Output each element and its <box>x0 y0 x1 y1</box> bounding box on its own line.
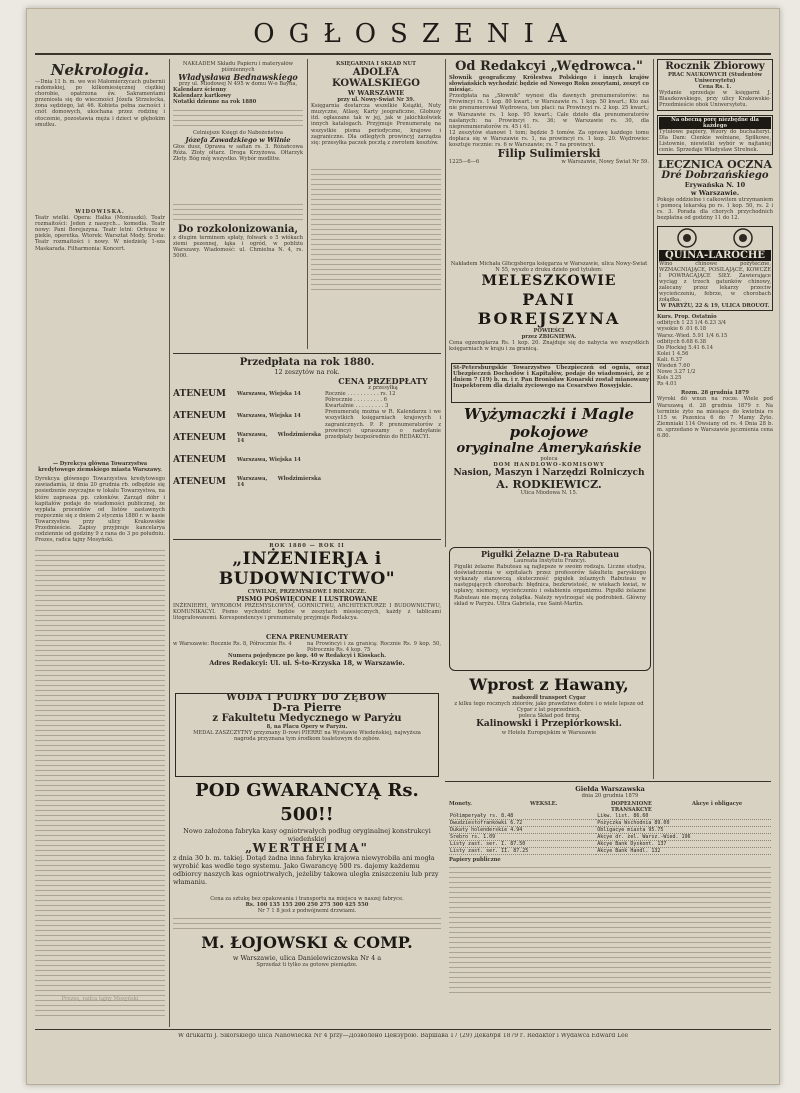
zawadzki-title: Józefa Zawadzkiego w Wilnie <box>185 135 291 144</box>
rocznik-box: Rocznik Zbiorowy PRAC NAUKOWYCH (Studentów Uniwersytetu) Cena Rs. 1. Wydanie sprzedaje w księgarni J. Blaszkowskiego, przy ulicy Krakowskie-Przedmieście obok Uniwersytetu. <box>657 59 773 111</box>
dyrekcya-title: — Dyrekcya główna Towarzystwa kredytowego ziemskiego miasta Warszawy. <box>38 461 162 474</box>
pigulki-box: Pigułki Żelazne D-ra Rabuteau Laureata Instytutu Francyi. Pigułki żelazne Rabuteau są najlepsze w swoim rodzaju. Liczne studya, doświadczenia w szpitalach przez profesorów fakultetu paryskiego wykazały stanowczą skuteczność pigułek żelaznych Rabuteau w następujących chorobach: błędnica, bezkrwistość, w wiekach kwiat, w upławy, niemocy, wycieńczeniu i osłabieniu organizmu. Pigułki żelazne Rabuteau nie męczą żołądka. Należy wystrzegać się podrobień. Główny skład w Paryżu. Ultra Gabriela, rue Saint-Martin. <box>449 547 651 671</box>
bednawski-name: Władysława Bednawskiego <box>178 72 298 83</box>
table-row: Srebro rs. 1.09 Akcye dr. żel. Warsz.-Wied. 196 <box>449 834 771 841</box>
column-3-top <box>311 61 441 351</box>
nekrologia-text: —Dnia 11 b. m. we wsi Małomierzycach gubernii radomskiej, po kilkomiesięcznej ciężkiej chorobie, opatrzona św. Sakramentami przeniosła się do wieczności Józefa Strzelecka, żona sędziego, lat 46. Kobieta pełna zacności i cnót domowych, ukochana przez rodzinę i otoczenie, pozostawia męża i dzieci w głębokim smutku. <box>35 79 165 128</box>
table-row: Półimperyały rs. 8.48 Likw. list. 86.60 <box>449 813 771 820</box>
kowalski-name: ADOLFA KOWALSKIEGO <box>332 67 420 90</box>
rozkol-title: Do rozkolonizowania, <box>177 223 299 235</box>
ateneum-row: ATENEUM Warszawa, Wiejska 14 <box>173 454 301 465</box>
woda-box: WODA I PUDRY DO ZĘBÓW D-ra Pierre z Fakultetu Medycznego w Paryżu 8, na Placu Opery w Paryżu. MEDAL ZASZCZYTNY przyznany D-rowi PIERRE na Wystawie Wiedeńskiej, najwyższa nagroda przyznana tym środkom toaletowym do zębów. <box>175 693 439 777</box>
glos-text: Głos dusz, Oprawa w safian rs. 3. Różańcowa Róża. Złoty ołtarz. Droga Krzyżowa. Ołtarzyk Złoty. Bóg mój wszystko. Wybór modlitw. <box>173 143 303 162</box>
medal-icon <box>733 228 753 248</box>
table-row: Dwudziestofrankówki 6.72 Pożyczka Wschodnia 89.00 <box>449 820 771 827</box>
prenum-head: Przedpłata na rok 1880. <box>239 357 375 368</box>
wedrowca-block: Od Redakcyi „Wędrowca." Słownik geograficzny Królestwa Polskiego i innych krajów słowiańskich wychodzić będzie od Nowego Roku zeszytami, zeszyt co miesiąc. Przedpłata na „Słownik" wynosi dla dawnych prenumeratorów: na Prowincyi rs. 1 kop. 80 kwart.; w Warszawie rs. 1 kop. 50 kwart.; Kto zaś nie prenumerował Wędrowca, ten płaci: na Prowincyi rs. 2 kop. 25 kwart.; w Warszawie rs. 1 kop. 95 kwart.; Całe dzieło dla prenumeratorów nasłanych: na Prowincyi rs. 36; w Warszawie rs. 30, dla nieprenumeratorów rs. 45 i 41. 12 zeszytów stanowi 1 tom; będzie 5 tomów. Za oprawę każdego tomu dopłaca się w Warszawie rs. 1, na prowincyi rs. 1 kop. 20. Wędrowiec kosztuje rocznie: rs. 6 w Warszawie; rs. 7 na prowincyi. Filip Sulimierski 1225—6—6 w Warszawie, Nowy Świat Nr 59. <box>449 59 649 166</box>
column-rule <box>307 59 308 349</box>
kowalski-head: KSIĘGARNIA I SKŁAD NUT <box>335 61 417 67</box>
widowiska-text: Teatr wielki. Opera: Halka (Moniuszki). Teatr rozmaitości: Jeden z naszych... komedia. Teatr nowy: Pani Borejszyna. Teatr letni: Orfeusz w piekle, operetka. Wtorek: Warsztat Mody. Środa: Teatr rozmaitości i nowy. W niedzielę 1-sza Maskarada. Filharmonia: Koncert. <box>35 215 165 252</box>
column-left <box>35 61 165 1031</box>
header-rule <box>35 53 771 55</box>
ateneum-row: ATENEUM Warszawa, Włodzimierska 14 <box>173 475 321 488</box>
kowalski-city: W WARSZAWIE <box>347 89 405 98</box>
gielda-table <box>449 813 771 855</box>
towarzystwo-box: St-Petersburgskie Towarzystwo Ubezpieczeń od ognia, oraz Ubezpieczeń Dochodów i Kapitałów, podaje do wiadomości, że z dniem 7 (19) b. m. i r. Pan Bronisław Konarski został mianowany Inspektorem dla działu życiowego na Cesarstwo Rossyjskie. <box>451 363 651 403</box>
footer-imprint: W drukarni J. Sikorskiego ulica Nanowiecka Nr 4 przy—Дозволено Цензурою. Варшава 17 (29) Декабря 1879 г. Redaktor i Wydawca Edward Lee <box>177 1033 629 1039</box>
gwarancja-block: POD GWARANCYĄ Rs. 500!! Nowo założona fabryka kasy ogniotrwałych podług oryginalnej konstrukcyi wiedeńskiej „WERTHEIMA" z dnia 30 b. m. takiej. Dotąd żadna inna fabryka krajowa niewyrobiła ani mogła wyrobić kas wedle tego systemu. Jako Gwarancyę 500 rs. dajemy każdemu odbiorcy naszych kas ogniotrwałych, jeżeliby takowa uległa zniszczeniu lub przy włamaniu. Cena za sztukę bez opakowania i transportu na miejscu w naszej fabryce. Rs. 100 135 155 200 250 275 300 425 550 Nr 7 1 8 jest z podwójnemi drzwiami. M. ŁOJOWSKI & COMP. w Warszawie, ulica Danielewiczowska Nr 4 a Sprzedaż ti tylko za gotowe pieniądze. <box>173 779 441 1027</box>
kurs-block: Kurs. Prop. Ostatnio odbitych 1 23 1/4 6.23 3/4 wysokie 6 .01 6.18 Warsz.-Wied. 5.91 1/4 6.15 odbitych 6.68 6.38 Do Płockiej 5.41 6.14 Kolei 1 4.56 Kali. 6.37 Wiedeń 7.60 Nowe 3.27 1/2 Kols 3.25 Rs 4.01 <box>657 314 728 388</box>
table-row: Listy zast. ser. II. 87.25 Akcye Bank Handl. 132 <box>449 848 771 855</box>
column-right: Rocznik Zbiorowy PRAC NAUKOWYCH (Studentów Uniwersytetu) Cena Rs. 1. Wydanie sprzedaje w księgarni J. Blaszkowskiego, przy ulicy Krakowskie-Przedmieście obok Uniwersytetu. Na obecną porę niezbędne dla każdego Tytułowe papiery, Wzory do buchalteryi. Dla Dam: Cienkie wełniane, Spiłkowe, Listownie, niewielki wybór w najtaniej cenie. Sprzedaje Władysław Strelnek. LECZNICA OCZNA Dré Dobrzańskiego Erywańska N. 10 w Warszawie. Pokoje oddzielne i całkowitem utrzymaniem i pomocą lekarską po rs. 1 kop. 50, rs. 2 i rs. 3. Porada dla chorych przychodnich bezpłatna od godziny 11 do 12. QUINA-LAROCHE Wino chinowe pożyteczne, WZMACNIAJĄCE, POSILAJĄCE, KOWCZE I POWRACAJĄCE SIŁY. Zawierające wyciąg z trzech gatunków chinowy, zalecany przez lekarzy przeciw wycieńczeniu, febrze, w chorobach żołądka. W PARYŻU, 22 & 19, ULICA DROUOT. Kurs. Prop. Ostatnio odbitych 1 23 1/4 6.23 3/4 wysokie 6 .01 6.18 Warsz.-Wied. 5.91 1/4 6.15 odbitych 6.68 6.38 Do Płockiej 5.41 6.14 Kolei 1 4.56 Kali. 6.37 Wiedeń 7.60 Nowe 3.27 1/2 Kols 3.25 Rs 4.01 Rozm. 28 grudnia 1879 Wyroki dó wnun na rocze. Wiele pod Warszawą d. 28 grudnia 1879 r. Na terminie żyto na miesiące do kwietnia rs 115 w. Pszenica 6 do 7 Mamy Żyto. Ziemniaki 114 Owsiany od rs. 4 Dnia 28 b. m. sprzedano w Warszawie jęczmienia cena 6.80. <box>657 61 773 440</box>
bednawski-item: Notatki dzienne na rok 1880 <box>173 99 257 106</box>
borejszyna-block: Nakładem Michała Glücgsberga księgarza w Warszawie, ulica Nowy-Świat N 55, wyszło z druku dzieło pod tytułem: MELESZKOWIE PANI BOREJSZYNA POWIEŚCI przez ZBIGNIEWA. Cena egzemplarza Rs. 1 kop. 20. Znajduje się do nabycia we wszystkich księgarniach w kraju i za granicą. <box>449 261 649 353</box>
ateneum-block <box>173 357 441 535</box>
bednawski-item: Kalendarz ścienny <box>173 87 227 94</box>
column-rule <box>169 59 170 1027</box>
magle-block: Wyżymaczki i Magle pokojowe oryginalne Amerykańskie poleca DOM HANDLOWO-KOMISOWY Nasion, Maszyn i Narzędzi Rolniczych A. RODKIEWICZ. Ulica Miodowa N. 15. <box>453 405 645 497</box>
column-2-top <box>173 61 303 351</box>
column-rule <box>653 59 654 779</box>
table-row: Listy zast. ser. I. 87.50 Akcye Bank Dyskont. 137 <box>449 841 771 848</box>
kowalski-addr: przy ul. Nowy-Świat Nr 39. <box>337 97 415 104</box>
bednawski-head: NAKŁADEM Składu Papieru i materyałów piśmiennych <box>182 61 294 74</box>
widowiska-title: WIDOWISKA. <box>75 209 125 215</box>
table-row: Dukaty holenderskie 4.94 Obligacye miasta 95.75 <box>449 827 771 834</box>
dyrekcya-text: Dyrekcya głównego Towarzystwa kredytowego zawiadamia, iż dnia 20 grudnia rb. odbędzie się posiedzenie zwyczajne w lokalu Towarzystwa, na które zaprasza pp. członków. Zarząd dóbr i kapitałów podaje do wiadomości publicznej, że wypłata procentów od listów zastawnych rozpocznie się z dniem 2 stycznia 1880 r. w kasie Towarzystwa przy ulicy Krakowskie Przedmieście. Zapisy przyjmuje kancelarya codziennie od godziny 9 z rana do 3 po południu. Prezes, radca tajny Mosyński. <box>35 476 165 996</box>
nabycia-box: Na obecną porę niezbędne dla każdego Tytułowe papiery, Wzory do buchalteryi. Dla Dam: Cienkie wełniane, Spiłkowe, Listownie, niewielki wybór w najtaniej cenie. Sprzedaje Władysław Strelnek. <box>657 115 773 156</box>
cena-przedplaty: CENA PRZEDPŁATY z przesyłką Rocznie . . . . . . . . . . rs. 12 Półrocznie . . . . . . . . . 6 Kwartalnie . . . . . . . . . 3 Prenumeratę można w R. Kalendarzu i we wszystkich księgarniach krajowych i zagranicznych. P. P. prenumeratorów z prowincyi upraszamy o nadsyłanie przedpłaty bezpośrednio do REDAKCYI. <box>325 377 441 440</box>
kowalski-text: Księgarnia dostarcza wszelkie Książki, Nuty muzyczne, Atlasy, Karty jeograficzne, Globusy itd. ogłaszane tak w jej, jak w jakichkolwiek innych katalogach. Przyjmuje Prenumeratę na wszystkie pisma periodyczne, krajowe i zagraniczne. Dla odległych prowincyj zarządza się: przesyłka paczek pocztą z zwrotem kosztów. <box>311 103 441 146</box>
ateneum-row: ATENEUM Warszawa, Wiejska 14 <box>173 410 301 421</box>
page-header-title: OGŁOSZENIA <box>253 19 581 49</box>
rozkol-text: z długim terminem spłaty, folwark o 5 włókach ziemi pszennej, łąka i ogród, w pobliżu Warszawy. Wiadomość: ul. Chmielna N. 4, rs. 5000. <box>173 234 303 259</box>
ateneum-row: ATENEUM Warszawa, Wiejska 14 <box>173 388 301 399</box>
inzynieria-title: „INŻENIERJA i BUDOWNICTWO" <box>218 549 396 590</box>
bednawski-item: Kalendarz kartkowy <box>173 93 232 100</box>
wedrowca-title: Od Redakcyi „Wędrowca." <box>455 59 643 74</box>
inzynieria-block: ROK 1880 — ROK II „INŻENIERJA i BUDOWNICTWO" CYWILNE, PRZEMYSŁOWE I ROLNICZE. PISMO POŚWIĘCONE I LUSTROWANE INŻENIERYI, WYROBOM PRZEMYSŁOWYM, GÓRNICTWU, ARCHITEKTURZE I BUDOWNICTWU, KOMUNIKACYI. Pismo wychodzić będzie w zeszytach miesięcznych, każdy z tablicami litografowanemi. Korespondencye i prenumeratę przyjmuje Redakcya. CENA PRENUMERATY w Warszawie: Rocznie Rs. 8, Półrocznie Rs. 4 na Prowincyi i za granicą: Rocznie Rs. 9 kop. 50, Półrocznie Rs. 4 kop. 75 Numera pojedyncze po kop. 40 w Redakcyi i Kioskach. Adres Redakcyi: Ul. ul. Ś-to-Krzyska 18, w Warszawie. <box>173 543 441 668</box>
ateneum-row: ATENEUM Warszawa, Włodzimierska 14 <box>173 431 321 444</box>
prenum-sub: 12 zeszytów na rok. <box>274 368 340 376</box>
nekrologia-title: Nekrologia. <box>50 61 150 79</box>
quina-box: QUINA-LAROCHE Wino chinowe pożyteczne, WZMACNIAJĄCE, POSILAJĄCE, KOWCZE I POWRACAJĄCE SIŁY. Zawierające wyciąg z trzech gatunków chinowy, zalecany przez lekarzy przeciw wycieńczeniu, febrze, w chorobach żołądka. W PARYŻU, 22 & 19, ULICA DROUOT. <box>657 226 773 312</box>
gwarancja-title: POD GWARANCYĄ Rs. 500!! <box>195 780 419 825</box>
bednawski-foot: Celniejsze Księgi do Nabożeństwa <box>193 129 283 136</box>
bednawski-addr: przy ul. Miodowej N 495 w domu W-o Bayna, <box>178 81 298 88</box>
gielda-table-block: Giełda Warszawska dnia 20 grudnia 1879 Monety. WEKSLE. DOPEŁNIONE TRANSAKCYE Akcye i obligacye Półimperyały rs. 8.48 Likw. list. 86.60 Dwudziestofrankówki 6.72 Pożyczka Wschodnia 89.00 Dukaty holenderskie 4.94 Obligacye miasta 95.75 Srebro rs. 1.09 Akcye dr. żel. Warsz.-Wied. 196 Listy zast. ser. I. 87.50 Akcye Bank Dyskont. 137 Listy zast. ser. II. 87.25 Akcye Bank Handl. 132 Papiery publiczne <box>449 785 771 1025</box>
ateneum-list <box>173 383 323 533</box>
column-rule <box>445 59 446 547</box>
lecznica-block: LECZNICA OCZNA Dré Dobrzańskiego Erywańska N. 10 w Warszawie. Pokoje oddzielne i całkowitem utrzymaniem i pomocą lekarską po rs. 1 kop. 50, rs. 2 i rs. 3. Porada dla chorych przychodnich bezpłatna od godziny 11 do 12. <box>657 158 773 222</box>
medal-icon <box>677 228 697 248</box>
newspaper-page <box>26 8 780 1085</box>
hawana-block: Wprost z Hawany, nadszedł transport Cygar z kilku tego rocznych zbiorów, jako prawdziwe dobre i o wiele lepsze od Cygar z lat poprzednich. poleca Skład pod firmą Kalinowski i Przepiórkowski. w Hotelu Europejskim w Warszawie <box>454 675 644 737</box>
lojowski-name: M. ŁOJOWSKI & COMP. <box>201 933 413 953</box>
